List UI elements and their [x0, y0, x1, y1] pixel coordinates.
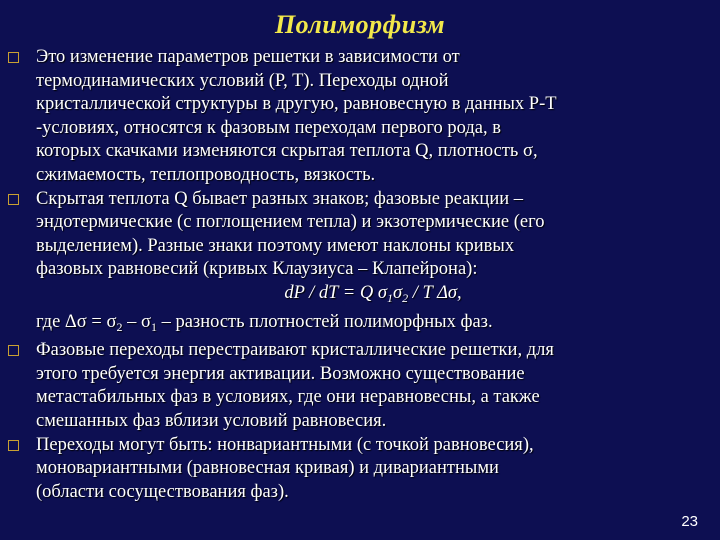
bullet-item-3 [6, 339, 710, 433]
text-line: которых скачками изменяются скрытая теплота Q, плотность σ, [36, 141, 538, 162]
text-line: (области сосуществования фаз). [36, 481, 289, 502]
explanation-subscript: 2 [116, 319, 123, 334]
text-line: -условиях, относятся к фазовым переходам первого рода, в [36, 117, 501, 138]
text-line: сжимаемость, теплопроводность, вязкость. [36, 164, 376, 185]
bullet-item-1 [6, 46, 710, 188]
formula-part: σ [392, 282, 403, 303]
formula-explanation [36, 311, 710, 340]
text-line: фазовых равновесий (кривых Клаузиуса – Клапейрона): [36, 259, 478, 280]
text-line: эндотермические (с поглощением тепла) и экзотермические (его [36, 212, 545, 233]
text-line: этого требуется энергия активации. Возможно существование [36, 363, 525, 384]
explanation-subscript: 1 [150, 319, 157, 334]
square-bullet-icon [8, 345, 19, 356]
formula-part: / T Δσ, [408, 282, 462, 303]
page-number: 23 [681, 513, 698, 530]
formula-part: dP / dT = Q σ [284, 282, 387, 303]
square-bullet-icon [8, 194, 19, 205]
text-line: кристаллической структуры в другую, равновесную в данных P-T [36, 94, 557, 115]
text-line: смешанных фаз вблизи условий равновесия. [36, 410, 387, 431]
text-line: выделением). Разные знаки поэтому имеют наклоны кривых [36, 235, 515, 256]
text-line: метастабильных фаз в условиях, где они неравновесны, а также [36, 387, 540, 408]
formula-subscript: 1 [386, 290, 393, 305]
text-line: Это изменение параметров решетки в зависимости от [36, 47, 460, 67]
slide-body [6, 46, 710, 504]
text-line: моновариантными (равновесная кривая) и дивариантными [36, 458, 499, 479]
square-bullet-icon [8, 440, 19, 451]
text-line: Скрытая теплота Q бывает разных знаков; фазовые реакции – [36, 188, 523, 209]
square-bullet-icon [8, 52, 19, 63]
slide-title: Полиморфизм [274, 10, 446, 39]
text-line: термодинамических условий (P, T). Переходы одной [36, 70, 449, 91]
text-line: Переходы могут быть: нонвариантными (с точкой равновесия), [36, 434, 534, 455]
explanation-part: – σ [122, 311, 151, 332]
bullet-item-2 [6, 188, 710, 340]
text-line: Фазовые переходы перестраивают кристаллические решетки, для [36, 340, 554, 361]
bullet-item-4 [6, 434, 710, 505]
explanation-part: – разность плотностей полиморфных фаз. [156, 311, 493, 332]
clausius-clapeyron-formula [36, 282, 710, 311]
formula-subscript: 2 [402, 290, 409, 305]
explanation-part: где Δσ = σ [36, 311, 117, 332]
